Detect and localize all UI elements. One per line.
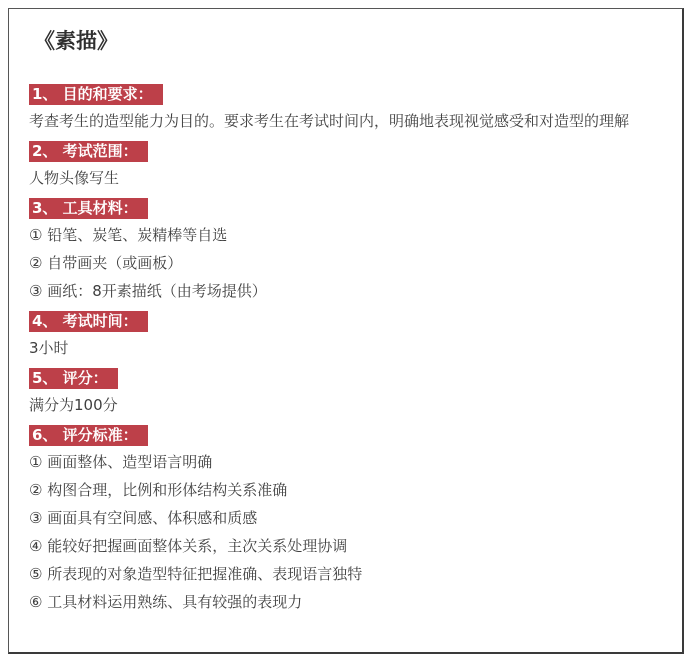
list-item: ⑥ 工具材料运用熟练、具有较强的表现力 xyxy=(29,593,303,611)
section-exam-scope xyxy=(29,141,662,187)
section-exam-time xyxy=(29,311,662,357)
list-item: ① 铅笔、炭笔、炭精棒等自选 xyxy=(29,226,228,244)
list-item: ③ 画面具有空间感、体积感和质感 xyxy=(29,509,258,527)
section-heading-tools: 3、 工具材料： xyxy=(29,198,148,219)
page-title: 《素描》 xyxy=(34,29,118,53)
list-item: ② 构图合理，比例和形体结构关系准确 xyxy=(29,481,288,499)
document-frame xyxy=(8,8,684,654)
section-heading-row xyxy=(29,425,662,446)
section-text: 人物头像写生 xyxy=(29,169,120,187)
section-scoring-criteria xyxy=(29,425,662,611)
list-item: ⑤ 所表现的对象造型特征把握准确、表现语言独特 xyxy=(29,565,363,583)
list-item: ① 画面整体、造型语言明确 xyxy=(29,453,213,471)
section-text: 满分为100分 xyxy=(29,396,118,414)
section-heading-purpose: 1、 目的和要求： xyxy=(29,84,163,105)
section-purpose-requirements xyxy=(29,84,662,130)
section-heading-criteria: 6、 评分标准： xyxy=(29,425,148,446)
list-item: ② 自带画夹（或画板） xyxy=(29,254,183,272)
section-heading-row xyxy=(29,368,662,389)
section-text: 3小时 xyxy=(29,339,69,357)
section-heading-scope: 2、 考试范围： xyxy=(29,141,148,162)
list-item: ③ 画纸：8开素描纸（由考场提供） xyxy=(29,282,267,300)
section-heading-row xyxy=(29,311,662,332)
section-text: 考查考生的造型能力为目的。要求考生在考试时间内，明确地表现视觉感受和对造型的理解 xyxy=(29,112,630,130)
section-heading-scoring: 5、 评分： xyxy=(29,368,118,389)
section-heading-row xyxy=(29,84,662,105)
list-item: ④ 能较好把握画面整体关系，主次关系处理协调 xyxy=(29,537,348,555)
section-scoring xyxy=(29,368,662,414)
section-heading-time: 4、 考试时间： xyxy=(29,311,148,332)
section-heading-row xyxy=(29,141,662,162)
section-tools-materials xyxy=(29,198,662,300)
section-heading-row xyxy=(29,198,662,219)
